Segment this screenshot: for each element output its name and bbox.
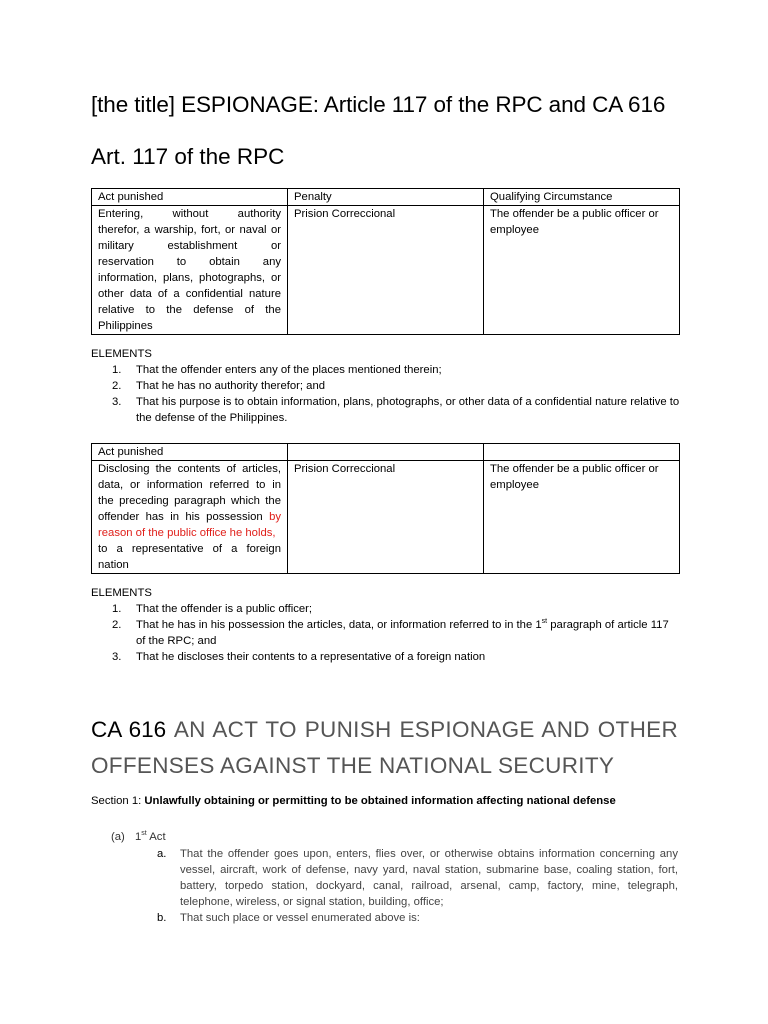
- section-heading: [91, 795, 616, 807]
- table-row: [92, 206, 680, 335]
- list-number: 3.: [112, 651, 122, 663]
- list-item: [91, 378, 681, 394]
- act-line: therefor, a warship, fort, or naval or: [98, 224, 281, 236]
- article-117-table-2: [91, 443, 680, 574]
- act-line: data, or information referred to in: [98, 479, 281, 491]
- highlighted-text: by: [269, 511, 281, 523]
- act-line: the preceding paragraph which the: [98, 495, 281, 507]
- table-header-cell: Qualifying Circumstance: [484, 189, 680, 206]
- act-line: nation: [98, 559, 129, 571]
- highlighted-text: reason of the public office he holds,: [98, 527, 276, 539]
- circumstance-cell: The offender be a public officer or employee: [484, 206, 680, 335]
- list-number: 2.: [112, 619, 122, 631]
- table-header-row: [92, 189, 680, 206]
- list-text: paragraph of article 117 of the RPC; and: [136, 619, 669, 647]
- list-number: 3.: [112, 396, 122, 408]
- list-text: That he has no authority therefor; and: [136, 380, 326, 392]
- subsection-a: [111, 831, 166, 843]
- subsection-items: [157, 846, 678, 926]
- list-item: [91, 601, 681, 617]
- ca616-heading: [91, 712, 678, 784]
- elements-list: [91, 362, 681, 426]
- section-title: Unlawfully obtaining or permitting to be obtained information affecting national defense: [144, 795, 616, 807]
- act-line: relative to the defense of the: [98, 304, 281, 316]
- list-item: [91, 394, 681, 426]
- ca616-code: CA 616: [91, 717, 167, 742]
- list-text: That he has in his possession the articles, data, or information referred to in the 1: [136, 619, 542, 631]
- act-line: information, plans, photographs, or: [98, 272, 281, 284]
- subsection-text: Act: [146, 831, 166, 843]
- list-item: [157, 910, 678, 926]
- list-text: That he discloses their contents to a representative of a foreign nation: [136, 651, 486, 663]
- penalty-cell: Prision Correccional: [288, 461, 484, 574]
- ca616-title: AN ACT TO PUNISH ESPIONAGE AND OTHER OFFENSES AGAINST THE NATIONAL SECURITY: [91, 717, 678, 778]
- list-number: 1.: [112, 364, 122, 376]
- list-number: 1.: [112, 603, 122, 615]
- act-line: Philippines: [98, 320, 153, 332]
- article-heading: Art. 117 of the RPC: [91, 144, 285, 169]
- act-text: offender has in his possession: [98, 511, 263, 523]
- elements-heading: ELEMENTS: [91, 348, 152, 360]
- table-row: [92, 461, 680, 574]
- list-item: [91, 362, 681, 378]
- act-punished-cell: [92, 461, 288, 574]
- list-text: That the offender is a public officer;: [136, 603, 313, 615]
- table-header-cell: Act punished: [92, 189, 288, 206]
- superscript: st: [141, 830, 147, 838]
- elements-list: [91, 601, 681, 665]
- act-line: reservation to obtain any: [98, 256, 281, 268]
- item-letter: a.: [157, 848, 167, 860]
- list-item: [91, 617, 681, 649]
- list-item: [157, 846, 678, 910]
- act-line: Disclosing the contents of articles,: [98, 463, 281, 475]
- table-header-row: [92, 444, 680, 461]
- item-text: That the offender goes upon, enters, flies over, or otherwise obtains information concerning any vessel, aircraft, work of defense, navy yard, naval station, submarine base, coaling station, fort, battery, torpedo station, dockyard, canal, railroad, arsenal, camp, factory, mine, telegraph, telephone, wireless, or signal station, building, office;: [180, 848, 678, 908]
- superscript: st: [541, 618, 548, 626]
- act-line: to a representative of a foreign: [98, 543, 281, 555]
- list-number: 2.: [112, 380, 122, 392]
- act-line: military establishment or: [98, 240, 281, 252]
- elements-heading: ELEMENTS: [91, 587, 152, 599]
- list-text: That the offender enters any of the places mentioned therein;: [136, 364, 442, 376]
- act-line: [98, 509, 281, 525]
- item-text: That such place or vessel enumerated above is:: [180, 912, 420, 924]
- list-text: That his purpose is to obtain information, plans, photographs, or other data of a confidential nature relative to the defense of the Philippines.: [136, 396, 680, 424]
- table-header-cell: [484, 444, 680, 461]
- article-117-table-1: [91, 188, 680, 335]
- list-item: [91, 649, 681, 665]
- subsection-text: 1: [135, 831, 142, 843]
- table-header-cell: [288, 444, 484, 461]
- table-header-cell: Act punished: [92, 444, 288, 461]
- section-label: Section 1:: [91, 795, 142, 807]
- table-header-cell: Penalty: [288, 189, 484, 206]
- circumstance-cell: The offender be a public officer or employee: [484, 461, 680, 574]
- subsection-label: (a): [111, 831, 125, 843]
- act-line: Entering, without authority: [98, 208, 281, 220]
- act-punished-cell: [92, 206, 288, 335]
- penalty-cell: Prision Correccional: [288, 206, 484, 335]
- act-line: other data of a confidential nature: [98, 288, 281, 300]
- document-title: [the title] ESPIONAGE: Article 117 of the RPC and CA 616: [91, 92, 666, 117]
- item-letter: b.: [157, 912, 167, 924]
